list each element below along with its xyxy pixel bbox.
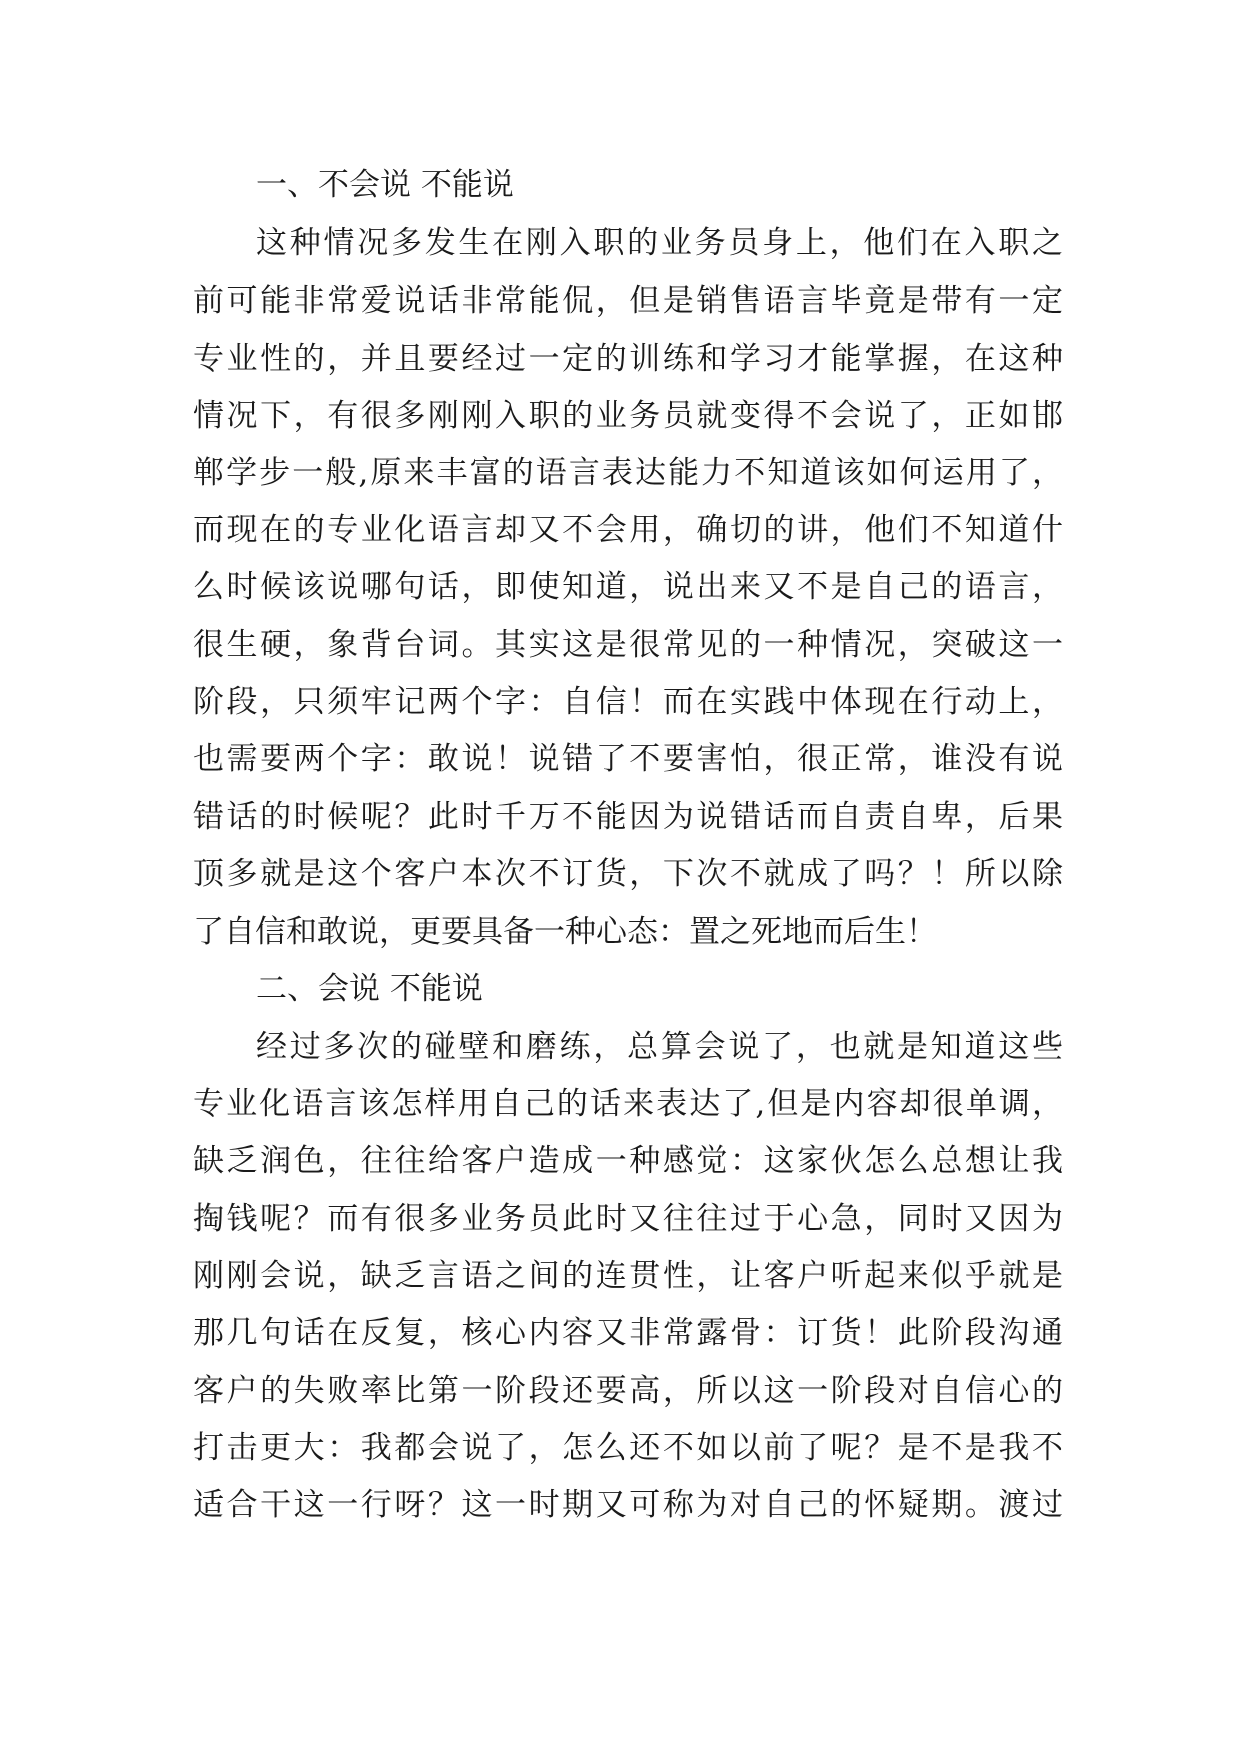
paragraph-line: 郸学步一般,原来丰富的语言表达能力不知道该如何运用了， (193, 455, 1063, 491)
paragraph-line: 阶段，只须牢记两个字：自信！而在实践中体现在行动上， (193, 684, 1063, 720)
paragraph-line: 错话的时候呢？此时千万不能因为说错话而自责自卑，后果 (193, 799, 1063, 835)
paragraph-line: 打击更大：我都会说了，怎么还不如以前了呢？是不是我不 (193, 1430, 1063, 1466)
section-2-heading: 二、会说 不能说 (256, 971, 483, 1007)
paragraph-line: 缺乏润色，往往给客户造成一种感觉：这家伙怎么总想让我 (193, 1143, 1063, 1179)
paragraph-line: 很生硬，象背台词。其实这是很常见的一种情况，突破这一 (193, 627, 1063, 663)
paragraph-line: 么时候该说哪句话，即使知道，说出来又不是自己的语言， (193, 569, 1063, 605)
paragraph-line: 那几句话在反复，核心内容又非常露骨：订货！此阶段沟通 (193, 1315, 1063, 1351)
section-1-heading: 一、不会说 不能说 (256, 167, 514, 203)
paragraph-line: 顶多就是这个客户本次不订货，下次不就成了吗？！所以除 (193, 856, 1063, 892)
paragraph-line: 也需要两个字：敢说！说错了不要害怕，很正常，谁没有说 (193, 741, 1063, 777)
paragraph-line: 了自信和敢说，更要具备一种心态：置之死地而后生！ (193, 914, 937, 950)
paragraph-line: 而现在的专业化语言却又不会用，确切的讲，他们不知道什 (193, 512, 1063, 548)
paragraph-line: 专业化语言该怎样用自己的话来表达了,但是内容却很单调， (193, 1086, 1063, 1122)
paragraph-line: 客户的失败率比第一阶段还要高，所以这一阶段对自信心的 (193, 1373, 1063, 1409)
paragraph-line: 情况下，有很多刚刚入职的业务员就变得不会说了，正如邯 (193, 398, 1063, 434)
paragraph-line: 前可能非常爱说话非常能侃，但是销售语言毕竟是带有一定 (193, 283, 1063, 319)
paragraph-line: 刚刚会说，缺乏言语之间的连贯性，让客户听起来似乎就是 (193, 1258, 1063, 1294)
paragraph-line: 专业性的，并且要经过一定的训练和学习才能掌握，在这种 (193, 341, 1063, 377)
paragraph-line: 掏钱呢？而有很多业务员此时又往往过于心急，同时又因为 (193, 1201, 1063, 1237)
paragraph-line: 这种情况多发生在刚入职的业务员身上，他们在入职之 (256, 225, 1063, 261)
paragraph-line: 经过多次的碰壁和磨练，总算会说了，也就是知道这些 (256, 1029, 1063, 1065)
paragraph-line: 适合干这一行呀？这一时期又可称为对自己的怀疑期。渡过 (193, 1487, 1063, 1523)
